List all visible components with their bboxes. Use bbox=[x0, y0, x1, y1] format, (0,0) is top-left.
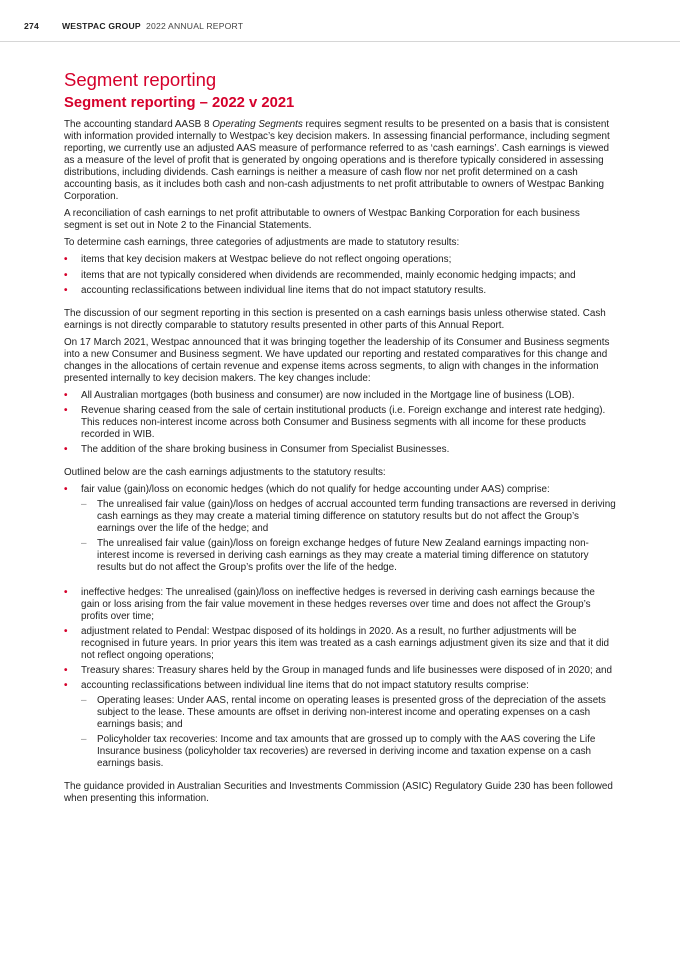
list-item: • Treasury shares: Treasury shares held by the Group in managed funds and life businesses were disposed of in 2020; and bbox=[64, 665, 616, 677]
list-item: • All Australian mortgages (both business and consumer) are now included in the Mortgage line of business (LOB). bbox=[64, 390, 616, 402]
sub-list-item: – Policyholder tax recoveries: Income and tax amounts that are grossed up to comply with the AAS covering the Life Insurance business (policyholder tax recoveries) are reversed in deriving income and taxation expense on a cash earnings basis. bbox=[81, 734, 616, 770]
list-item: • ineffective hedges: The unrealised (gain)/loss on ineffective hedges is reversed in deriving cash earnings because the gain or loss arising from the fair value movement in these hedges reverses over time and does not affect the Group’s profits over time; bbox=[64, 587, 616, 623]
sub-list bbox=[81, 695, 616, 770]
adjustments-intro: Outlined below are the cash earnings adjustments to the statutory results: bbox=[64, 467, 386, 479]
list-item: • The addition of the share broking business in Consumer from Specialist Businesses. bbox=[64, 444, 616, 456]
report-name: 2022 ANNUAL REPORT bbox=[146, 21, 244, 31]
sub-list-item: – The unrealised fair value (gain)/loss on hedges of accrual accounted term funding transactions are reversed in deriving cash earnings as they may create a material timing difference on statutory results but do not affect the Group’s earnings over the life of the hedge; and bbox=[81, 499, 616, 535]
list-item: • Revenue sharing ceased from the sale of certain institutional products (i.e. Foreign exchange and interest rate hedging). This reduces non-interest income across both Consumer and Business segments with all income for these products recorded in WIB. bbox=[64, 405, 616, 441]
page-header bbox=[0, 0, 680, 42]
sub-list-item: – Operating leases: Under AAS, rental income on operating leases is presented gross of the depreciation of the assets subject to the lease. These amounts are offset in deriving non-interest income and operating expenses on a cash earnings basis; and bbox=[81, 695, 616, 731]
brand-name: WESTPAC GROUP bbox=[62, 21, 141, 31]
list-item-text: accounting reclassifications between individual line items that do not impact statutory results comprise: bbox=[81, 679, 529, 691]
adjustment-categories-list bbox=[64, 254, 616, 296]
list-item bbox=[64, 484, 616, 583]
restatement-paragraph: On 17 March 2021, Westpac announced that it was bringing together the leadership of its Consumer and Business segments into a new Consumer and Business segment. We have updated our reporting and restated comparatives for this change and changes in the allocations of certain revenue and expense items across segments, to align with changes in the information presented internally to key decision makers. The key changes include: bbox=[64, 336, 610, 384]
standard-name: Operating Segments bbox=[212, 119, 303, 130]
list-item bbox=[64, 680, 616, 770]
guidance-paragraph: The guidance provided in Australian Securities and Investments Commission (ASIC) Regulatory Guide 230 has been followed when presenting this information. bbox=[64, 781, 613, 805]
list-item: • items that key decision makers at Westpac believe do not reflect ongoing operations; bbox=[64, 254, 616, 266]
discussion-paragraph: The discussion of our segment reporting in this section is presented on a cash earnings basis unless otherwise stated. Cash earnings is not directly comparable to statutory results presented in other parts of this Annual Report. bbox=[64, 307, 606, 331]
section-title: Segment reporting bbox=[64, 69, 217, 90]
reconciliation-paragraph: A reconciliation of cash earnings to net profit attributable to owners of Westpac Banking Corporation for each business segment is set out in Note 2 to the Financial Statements. bbox=[64, 208, 580, 232]
list-item: • adjustment related to Pendal: Westpac disposed of its holdings in 2020. As a result, no further adjustments will be recognised in future years. In prior years this item was treated as a cash earnings adjustment given its size and that it did not reflect ongoing operations; bbox=[64, 626, 616, 662]
categories-intro: To determine cash earnings, three categories of adjustments are made to statutory results: bbox=[64, 237, 460, 249]
sub-list bbox=[81, 499, 616, 574]
section-subtitle: Segment reporting – 2022 v 2021 bbox=[64, 95, 295, 111]
key-changes-list bbox=[64, 390, 616, 456]
list-item: • accounting reclassifications between individual line items that do not impact statutory results. bbox=[64, 285, 616, 297]
page-number: 274 bbox=[24, 21, 39, 31]
intro-text-rest: requires segment results to be presented on a basis that is consistent with information provided internally to Westpac’s key decision makers. In assessing financial performance, including segment reporting, we currently use an adjusted AAS measure of performance referred to as ‘cash earnings’. Cash earnings is viewed as a measure of the level of profit that is generated by ongoing operations and is therefore typically considered in assessing distributions, including dividends. Cash earnings is neither a measure of cash flow nor net profit determined on a cash accounting basis, as it includes both cash and non-cash adjustments to net profit attributable to owners of Westpac Banking Corporation. bbox=[64, 119, 610, 203]
list-item-text: fair value (gain)/loss on economic hedges (which do not qualify for hedge accounting under AAS) comprise: bbox=[81, 484, 550, 496]
intro-text-start: The accounting standard AASB 8 bbox=[64, 119, 213, 130]
main-content bbox=[64, 69, 616, 810]
running-title bbox=[62, 21, 243, 31]
sub-list-item: – The unrealised fair value (gain)/loss on foreign exchange hedges of future New Zealand earnings impacting non-interest income is reversed in deriving cash earnings as they may create a material timing difference on statutory results but do not affect the Group’s profits over the life of the hedge. bbox=[81, 538, 616, 574]
intro-paragraph bbox=[64, 119, 616, 203]
cash-earnings-adjustments-list bbox=[64, 484, 616, 770]
list-item: • items that are not typically considered when dividends are recommended, mainly economic hedging impacts; and bbox=[64, 270, 616, 282]
